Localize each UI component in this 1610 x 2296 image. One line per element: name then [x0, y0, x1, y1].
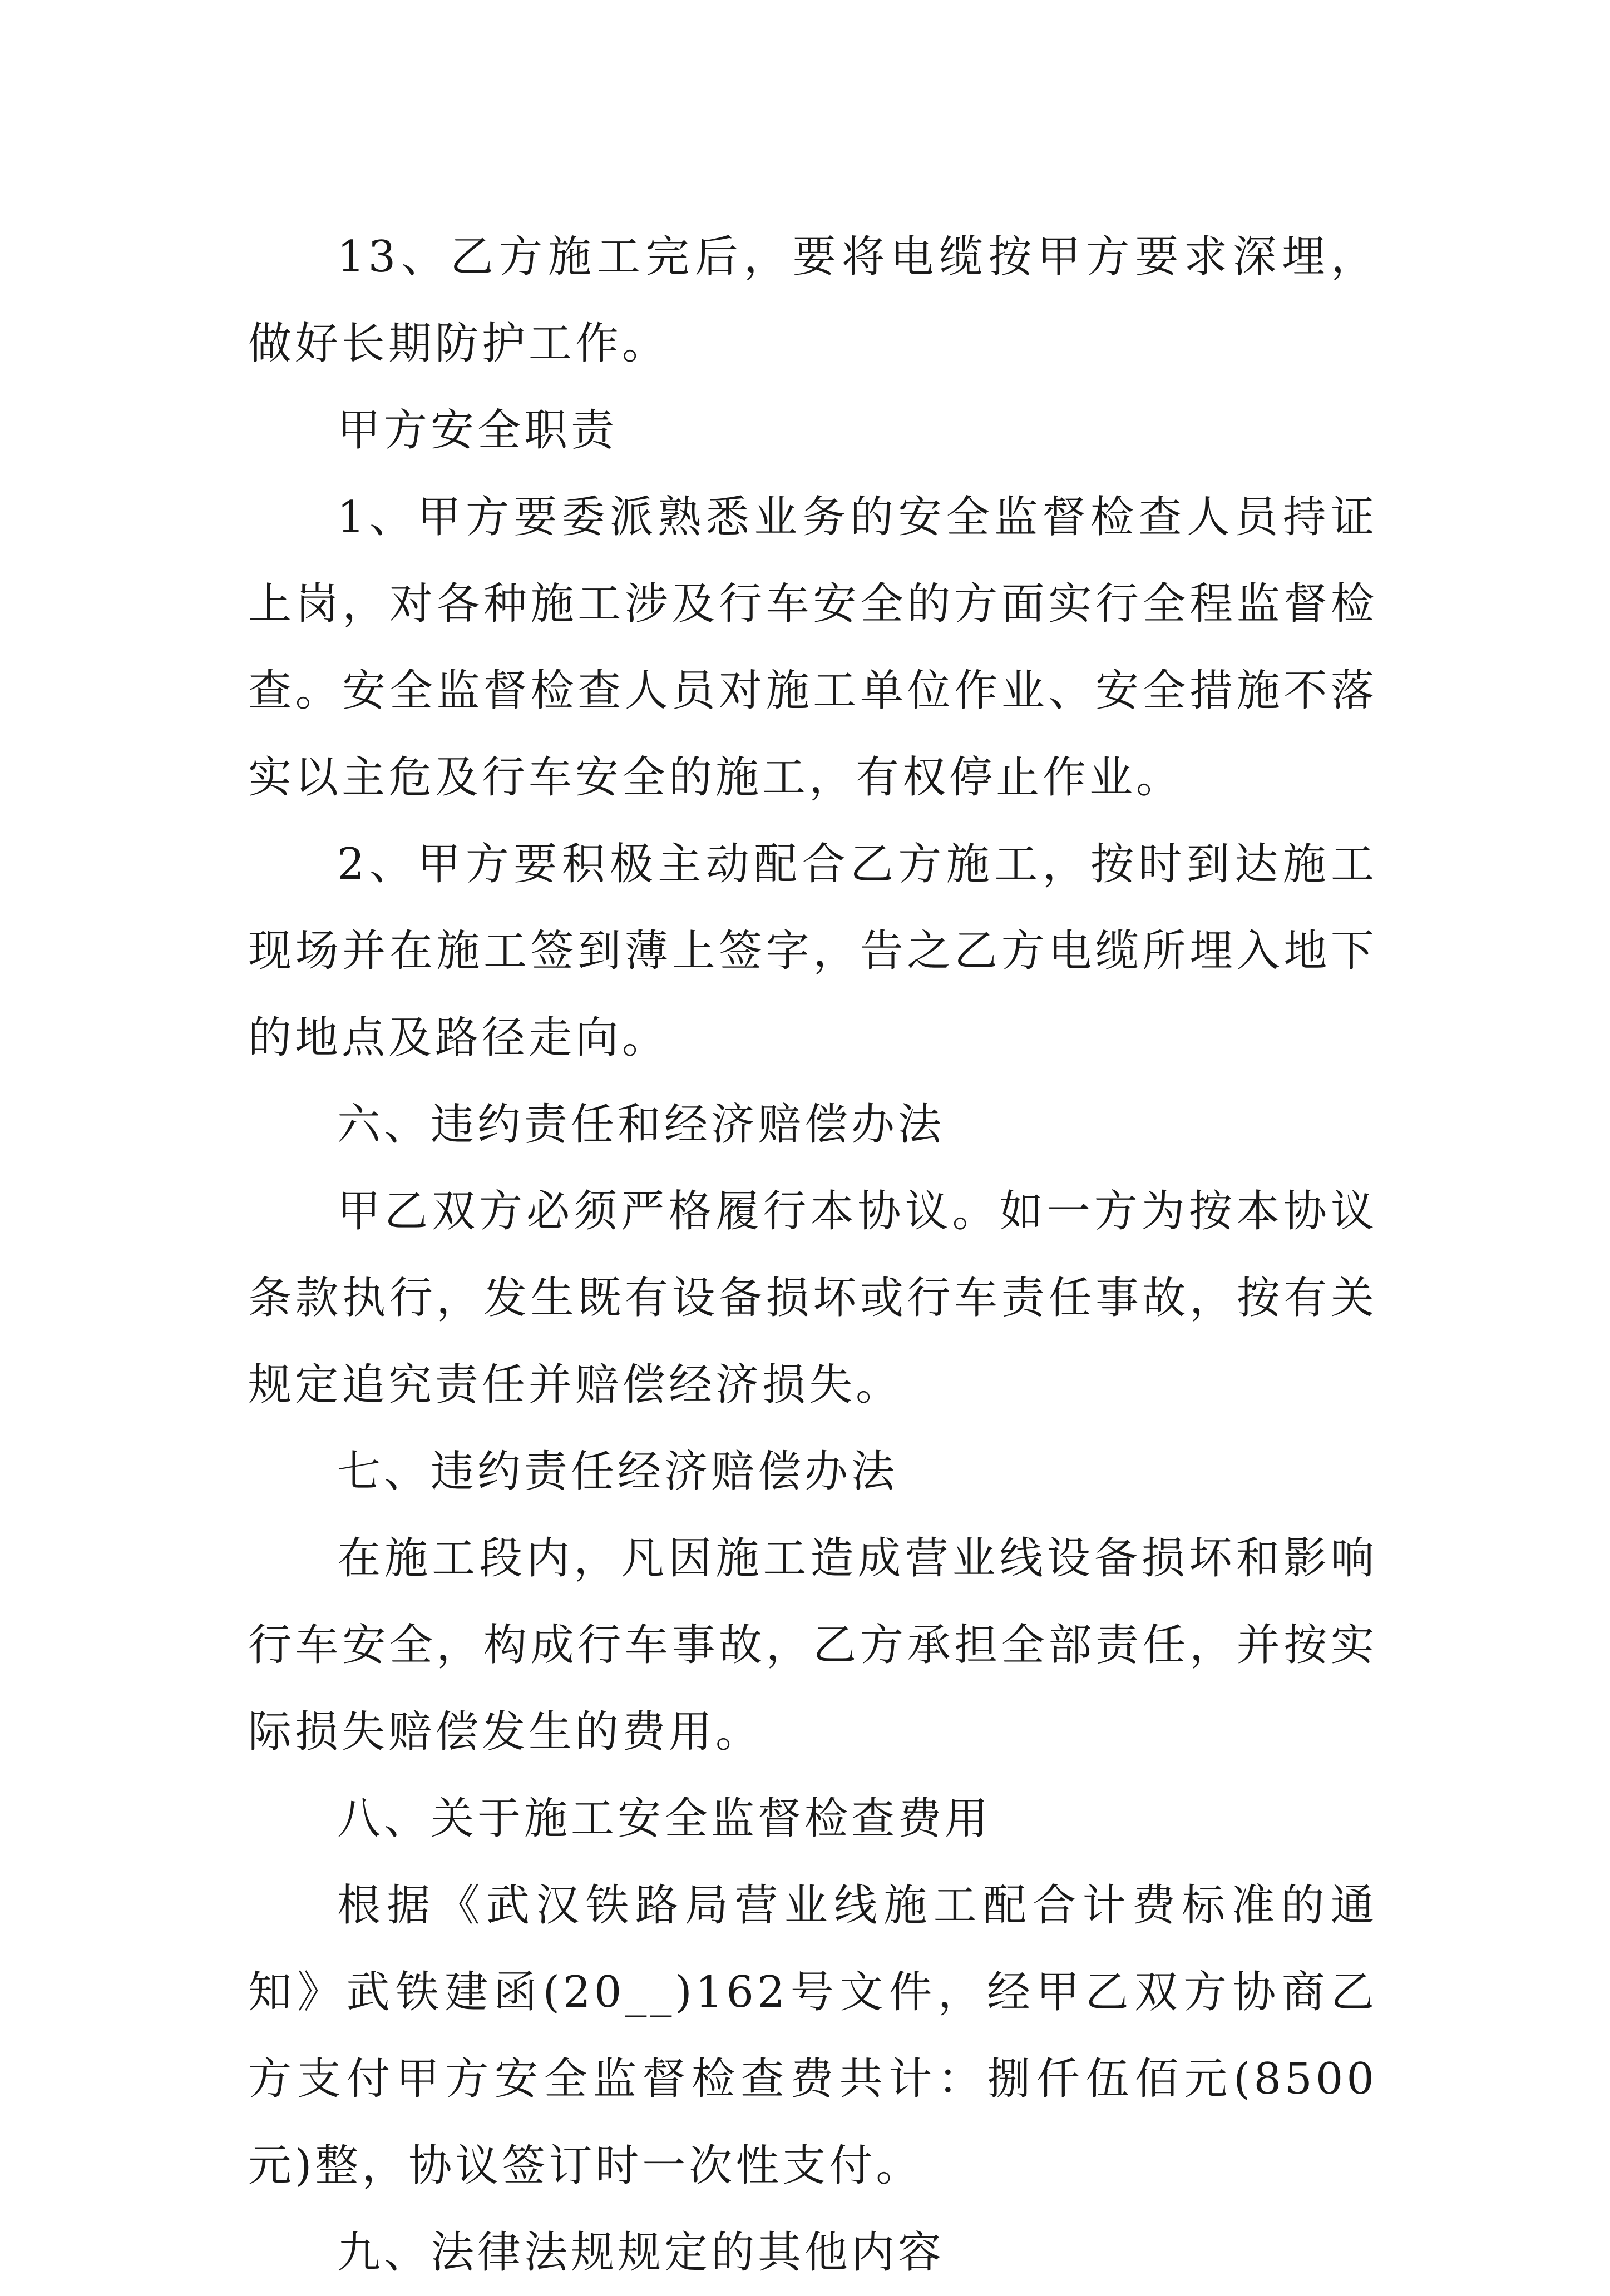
section-heading-party-a-safety: 甲方安全职责	[337, 405, 618, 456]
paragraph-section-7: 在施工段内，凡因施工造成营业线设备损坏和影响行车安全，构成行车事故，乙方承担全部责任，并按实际损失赔偿发生的费用。	[248, 1533, 1377, 1757]
paragraph-party-a-duty-1: 1、甲方要委派熟悉业务的安全监督检查人员持证上岗，对各种施工涉及行车安全的方面实行全程监督检查。安全监督检查人员对施工单位作业、安全措施不落实以主危及行车安全的施工，有权停止作业。	[248, 492, 1377, 803]
paragraph-clause-13: 13、乙方施工完后，要将电缆按甲方要求深埋，做好长期防护工作。	[248, 232, 1377, 369]
section-heading-6: 六、违约责任和经济赔偿办法	[337, 1100, 945, 1150]
section-heading-8: 八、关于施工安全监督检查费用	[337, 1794, 992, 1844]
section-heading-7: 七、违约责任经济赔偿办法	[337, 1447, 898, 1497]
paragraph-section-8: 根据《武汉铁路局营业线施工配合计费标准的通知》武铁建函(20__)162号文件，经甲乙双方协商乙方支付甲方安全监督检查费共计：捌仟伍佰元(8500元)整，协议签订时一次性支付。	[248, 1881, 1377, 2191]
document-body	[248, 214, 1377, 2296]
paragraph-party-a-duty-2: 2、甲方要积极主动配合乙方施工，按时到达施工现场并在施工签到薄上签字，告之乙方电缆所埋入地下的地点及路径走向。	[248, 839, 1377, 1063]
section-heading-9: 九、法律法规规定的其他内容	[337, 2228, 945, 2278]
paragraph-section-6: 甲乙双方必须严格履行本协议。如一方为按本协议条款执行，发生既有设备损坏或行车责任事故，按有关规定追究责任并赔偿经济损失。	[248, 1186, 1377, 1410]
